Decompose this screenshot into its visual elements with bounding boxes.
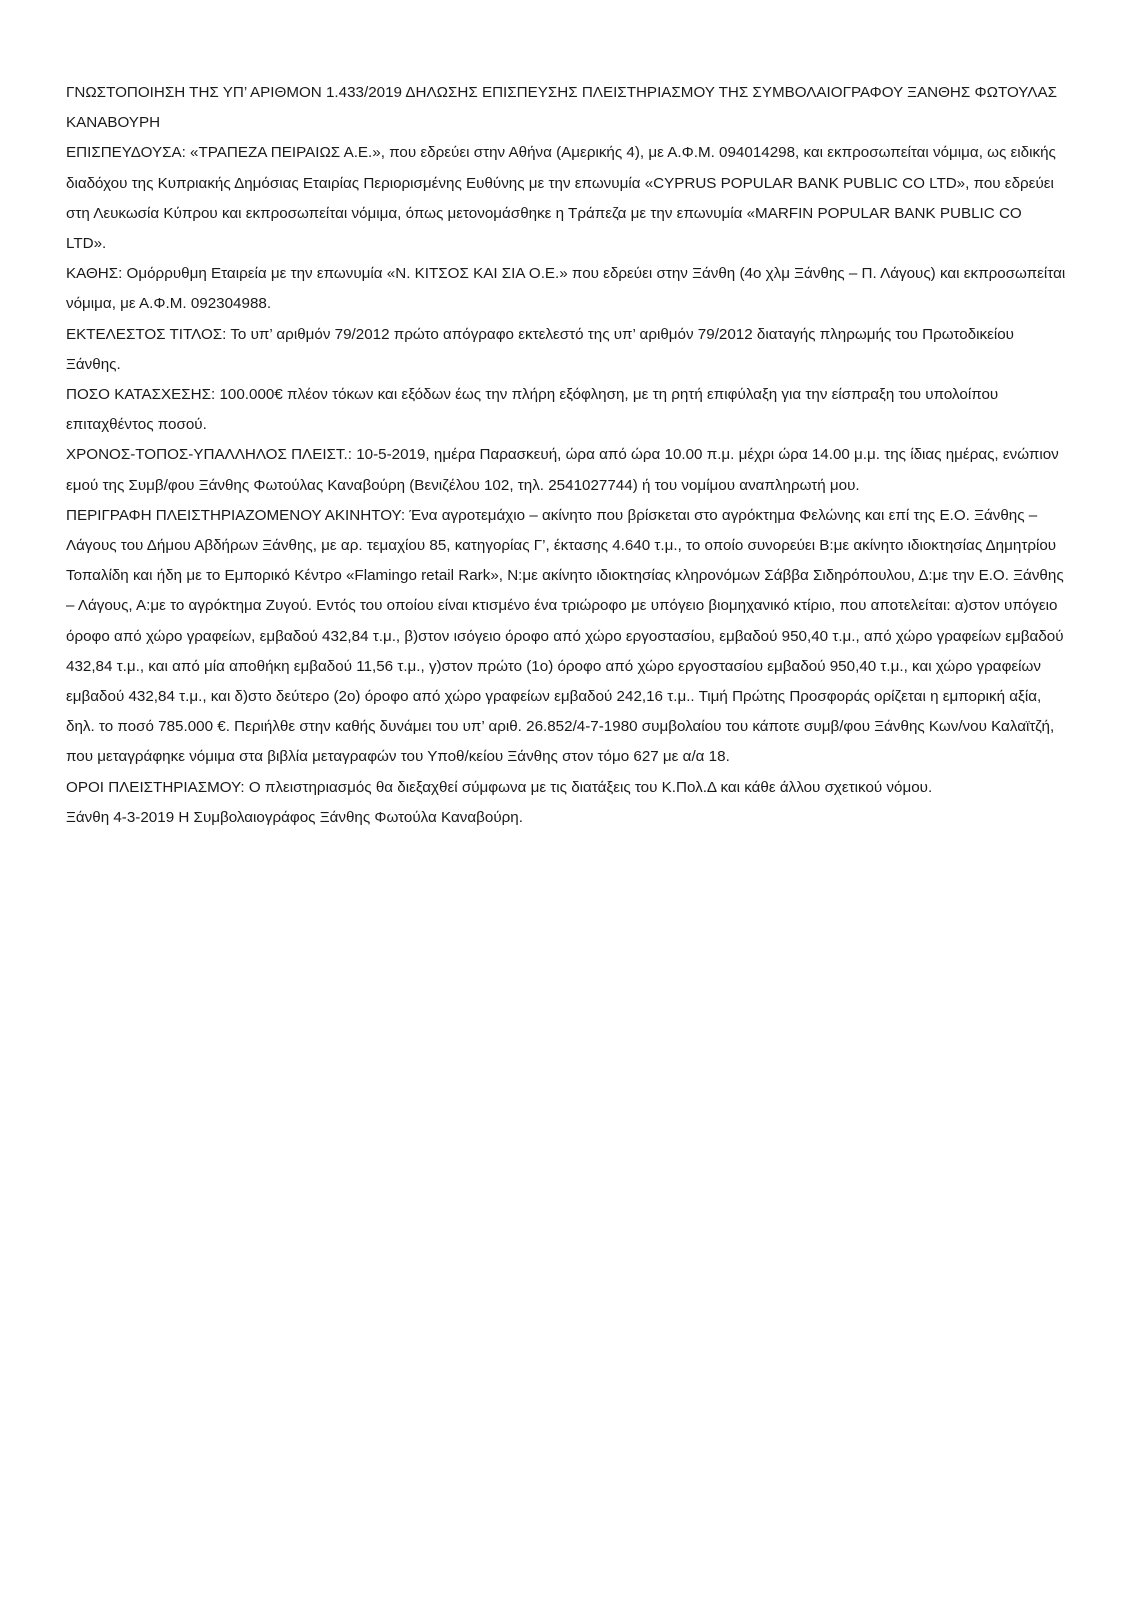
seizure-amount-paragraph: ΠΟΣΟ ΚΑΤΑΣΧΕΣΗΣ: 100.000€ πλέον τόκων και εξόδων έως την πλήρη εξόφληση, με τη ρητή επιφύλαξη για την είσπραξη του υπολοίπου επιταχθέντος ποσού.	[66, 386, 999, 434]
petitioner-paragraph: ΕΠΙΣΠΕΥΔΟΥΣΑ: «ΤΡΑΠΕΖΑ ΠΕΙΡΑΙΩΣ Α.Ε.», που εδρεύει στην Αθήνα (Αμερικής 4), με Α.Φ.Μ. 094014298, και εκπροσωπείται νόμιμα, ως ειδικής διαδόχου της Κυπριακής Δημόσιας Εταιρίας Περιορισμένης Ευθύνης με την επωνυμία «CYPRUS POPULAR BANK PUBLIC CO LTD», που εδρεύει στη Λευκωσία Κύπρου και εκπροσωπείται νόμιμα, όπως μετονομάσθηκε η Τράπεζα με την επωνυμία «MARFIN POPULAR BANK PUBLIC CO LTD».	[66, 144, 1056, 253]
auction-time-place-paragraph: ΧΡΟΝΟΣ-ΤΟΠΟΣ-ΥΠΑΛΛΗΛΟΣ ΠΛΕΙΣΤ.: 10-5-2019, ημέρα Παρασκευή, ώρα από ώρα 10.00 π.μ. μέχρι ώρα 14.00 μ.μ. της ίδιας ημέρας, ενώπιον εμού της Συμβ/φου Ξάνθης Φωτούλας Καναβούρη (Βενιζέλου 102, τηλ. 2541027744) ή του νομίμου αναπληρωτή μου.	[66, 446, 1059, 494]
debtor-paragraph: ΚΑΘΗΣ: Ομόρρυθμη Εταιρεία με την επωνυμία «Ν. ΚΙΤΣΟΣ ΚΑΙ ΣΙΑ Ο.Ε.» που εδρεύει στην Ξάνθη (4ο χλμ Ξάνθης – Π. Λάγους) και εκπροσωπείται νόμιμα, με Α.Φ.Μ. 092304988.	[66, 265, 1066, 313]
notice-title: ΓΝΩΣΤΟΠΟΙΗΣΗ ΤΗΣ ΥΠ’ ΑΡΙΘΜΟΝ 1.433/2019 ΔΗΛΩΣΗΣ ΕΠΙΣΠΕΥΣΗΣ ΠΛΕΙΣΤΗΡΙΑΣΜΟΥ ΤΗΣ ΣΥΜΒΟΛΑΙΟΓΡΑΦΟΥ ΞΑΝΘΗΣ ΦΩΤΟΥΛΑΣ ΚΑΝΑΒΟΥΡΗ	[66, 84, 1057, 132]
auction-terms-paragraph: ΟΡΟΙ ΠΛΕΙΣΤΗΡΙΑΣΜΟΥ: Ο πλειστηριασμός θα διεξαχθεί σύμφωνα με τις διατάξεις του Κ.Πολ.Δ και κάθε άλλου σχετικού νόμου.	[66, 778, 933, 796]
property-description-paragraph: ΠΕΡΙΓΡΑΦΗ ΠΛΕΙΣΤΗΡΙΑΖΟΜΕΝΟΥ ΑΚΙΝΗΤΟΥ: Ένα αγροτεμάχιο – ακίνητο που βρίσκεται στο αγρόκτημα Φελώνης και επί της Ε.Ο. Ξάνθης – Λάγους του Δήμου Αβδήρων Ξάνθης, με αρ. τεμαχίου 85, κατηγορίας Γ’, έκτασης 4.640 τ.μ., το οποίο συνορεύει Β:με ακίνητο ιδιοκτησίας Δημητρίου Τοπαλίδη και ήδη με το Εμπορικό Κέντρο «Flamingo retail Rark», Ν:με ακίνητο ιδιοκτησίας κληρονόμων Σάββα Σιδηρόπουλου, Δ:με την Ε.Ο. Ξάνθης – Λάγους, Α:με το αγρόκτημα Ζυγού. Εντός του οποίου είναι κτισμένο ένα τριώροφο με υπόγειο βιομηχανικό κτίριο, που αποτελείται: α)στον υπόγειο όροφο από χώρο γραφείων, εμβαδού 432,84 τ.μ., β)στον ισόγειο όροφο από χώρο εργοστασίου, εμβαδού 950,40 τ.μ., από χώρο γραφείων εμβαδού 432,84 τ.μ., και από μία αποθήκη εμβαδού 11,56 τ.μ., γ)στον πρώτο (1ο) όροφο από χώρο εργοστασίου εμβαδού 950,40 τ.μ., και χώρο γραφείων εμβαδού 432,84 τ.μ., και δ)στο δεύτερο (2ο) όροφο από χώρο γραφείων εμβαδού 242,16 τ.μ.. Τιμή Πρώτης Προσφοράς ορίζεται η εμπορική αξία, δηλ. το ποσό 785.000 €. Περιήλθε στην καθής δυνάμει του υπ’ αριθ. 26.852/4-7-1980 συμβολαίου του κάποτε συμβ/φου Ξάνθης Κων/νου Καλαϊτζή, που μεταγράφηκε νόμιμα στα βιβλία μεταγραφών του Υποθ/κείου Ξάνθης στον τόμο 627 με α/α 18.	[66, 506, 1064, 766]
enforcement-title-paragraph: ΕΚΤΕΛΕΣΤΟΣ ΤΙΤΛΟΣ: Το υπ’ αριθμόν 79/2012 πρώτο απόγραφο εκτελεστό της υπ’ αριθμόν 79/2012 διαταγής πληρωμής του Πρωτοδικείου Ξάνθης.	[66, 325, 1014, 373]
signature-line: Ξάνθη 4-3-2019 Η Συμβολαιογράφος Ξάνθης Φωτούλα Καναβούρη.	[66, 808, 523, 826]
notice-document	[66, 78, 1066, 833]
